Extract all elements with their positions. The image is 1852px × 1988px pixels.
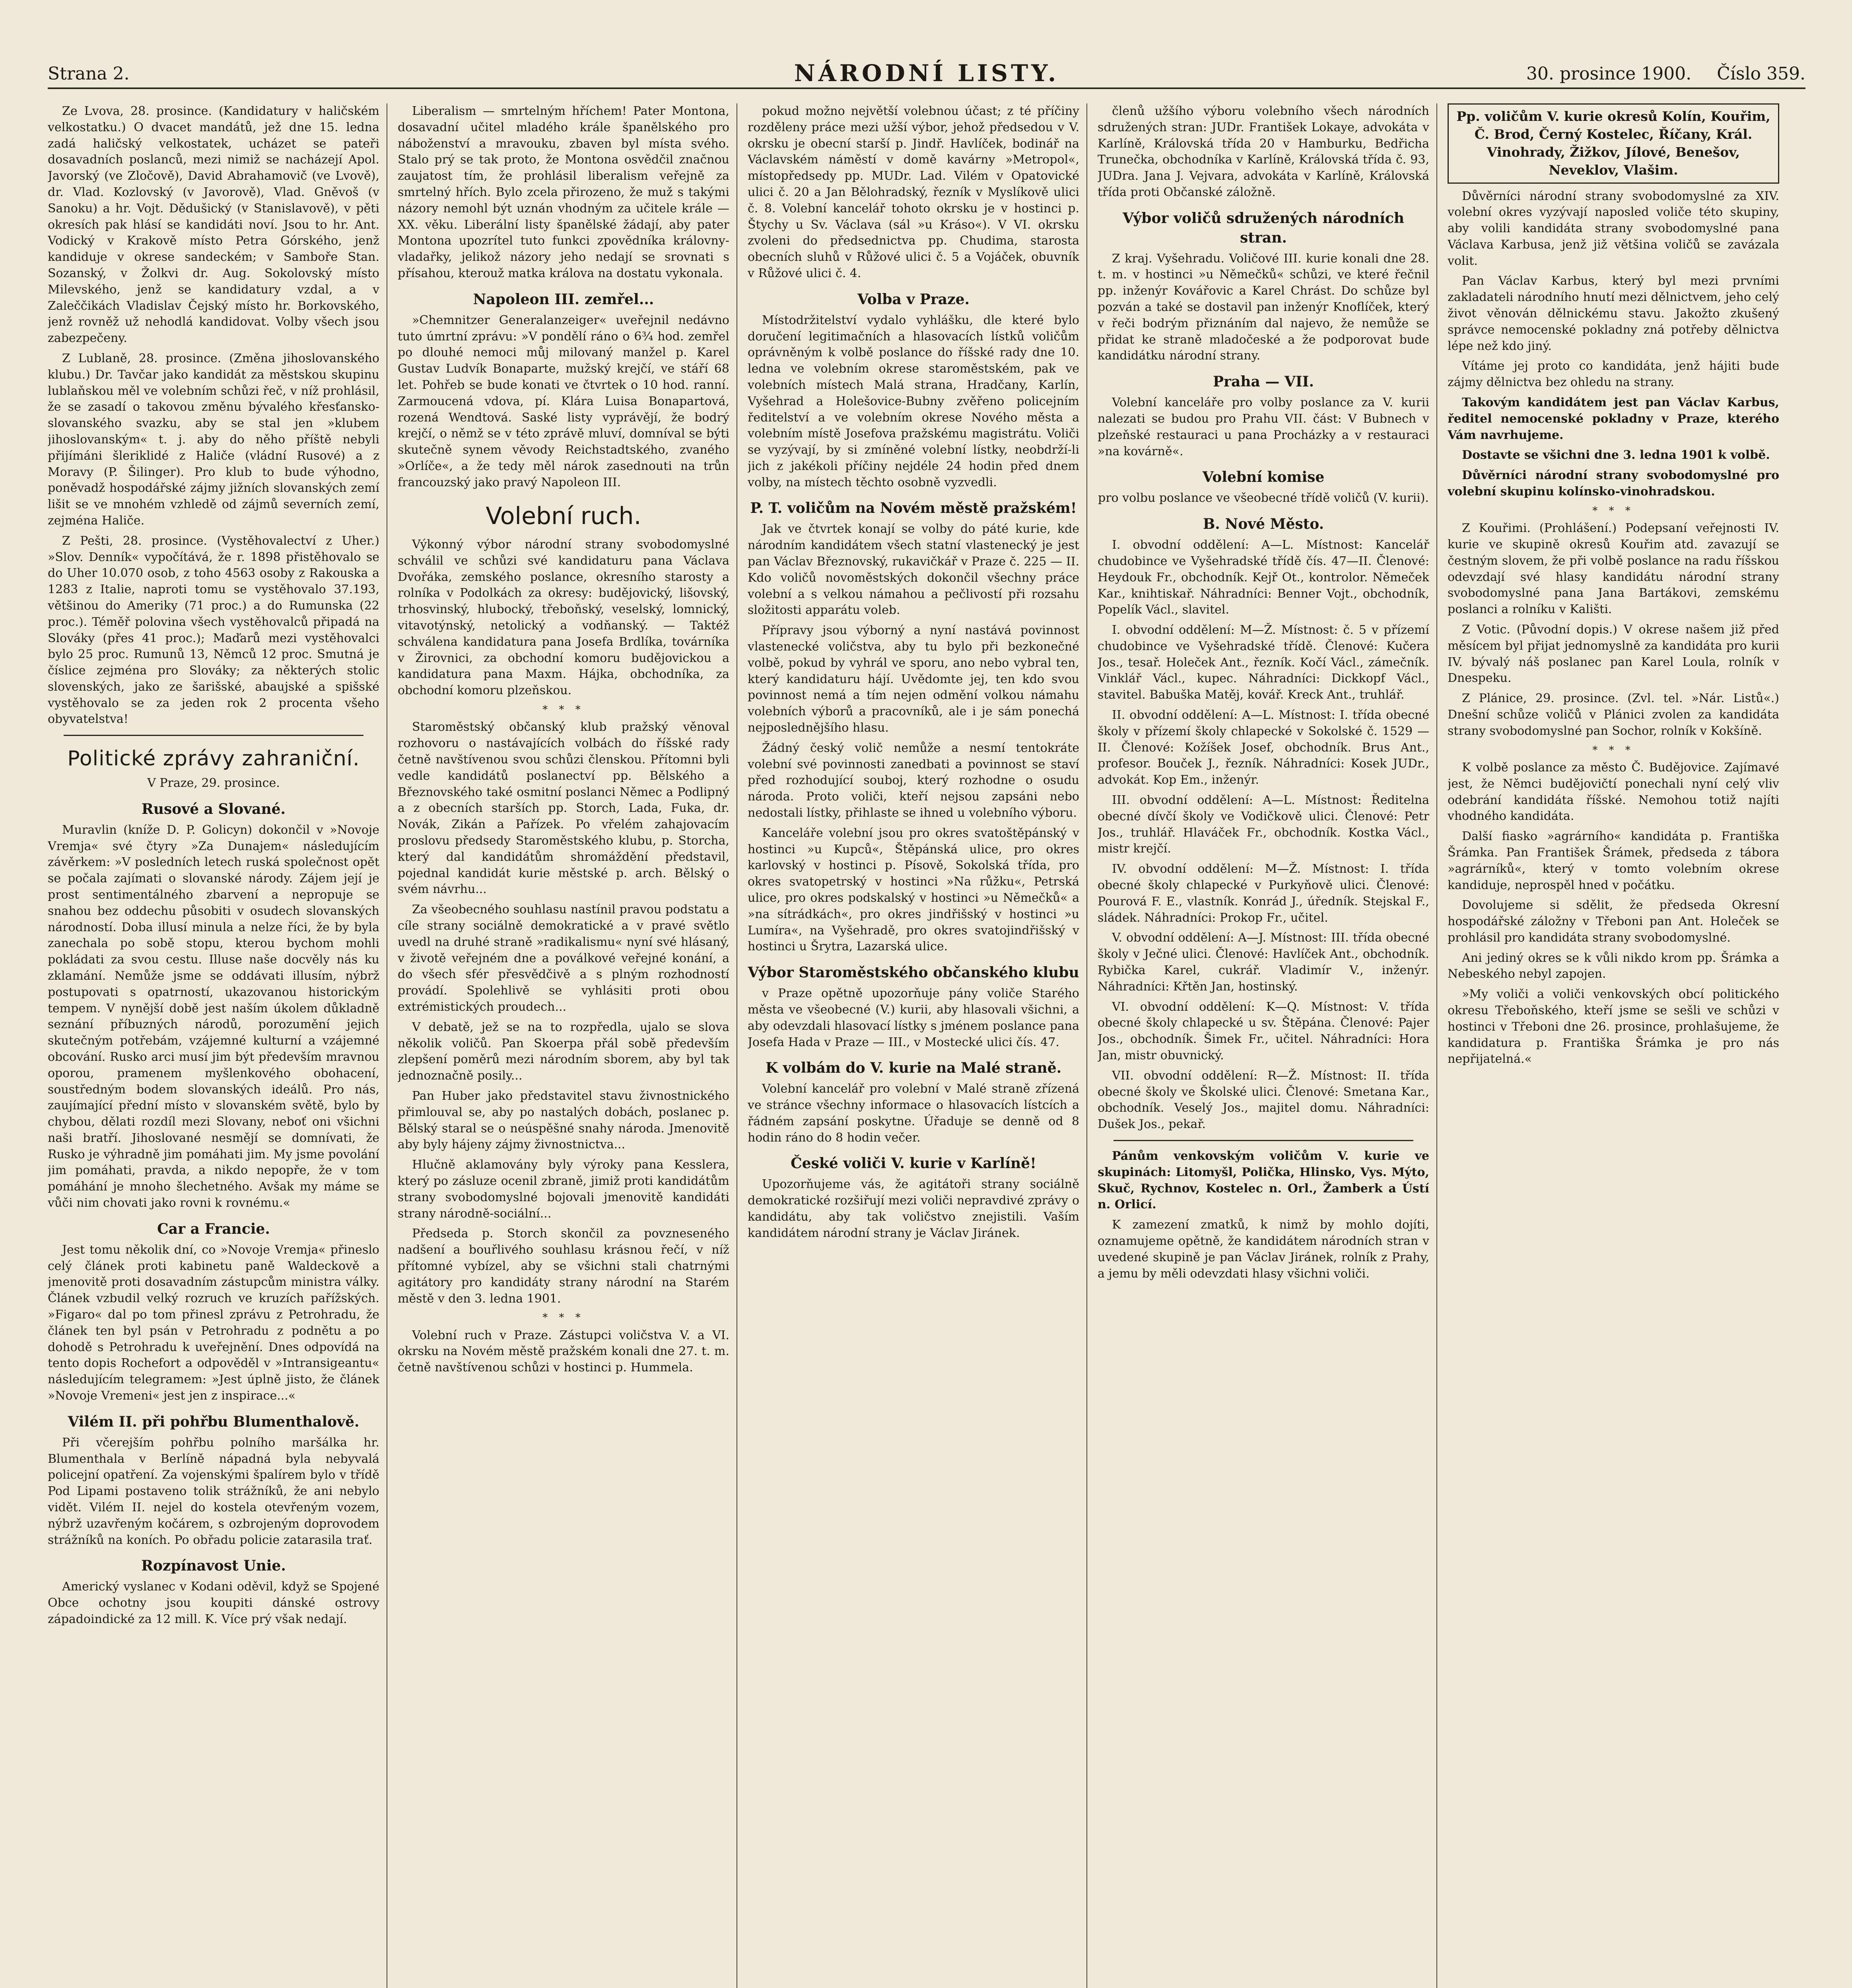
article-heading: Rozpínavost Unie. xyxy=(141,1557,286,1574)
page-header xyxy=(48,60,1805,89)
separator-stars: * * * xyxy=(542,1312,585,1324)
article-paragraph: Kanceláře volební jsou pro okres svatoštěpánský v hostinci »u Kupců«, Štěpánská ulice, pro okres karlovský v hostinci p. Písově, Sokolská třída, pro okres svatopetrský v hostinci »Na růžku«, Petrská ulice, pro okres podskalský v hostinci »u Němečků« a »na sítrádkách«, pro okres jindřišský v hostinci »u Lumíra«, na Vyšehradě, pro okres svatojindřišský v hostinci u Šrytra, Lazarská ulice. xyxy=(748,826,1079,954)
article-heading: Praha — VII. xyxy=(1213,373,1314,390)
divider xyxy=(64,735,363,736)
list-item: I. obvodní oddělení: A—L. Místnost: Kancelář chudobince ve Vyšehradské třídě čís. 47—II. Členové: Heydouk Fr., obchodník. Kejř Ot., kontrolor. Němeček Kar., knihtiskař. Náhradníci: Benner Vojt., obchodník, Popelík Václ., slavitel. xyxy=(1098,538,1429,617)
article-paragraph: v Praze opětně upozorňuje pány voliče Starého města ve všeobecné (V.) kurii, aby hlasovali všichni, a aby odevzdali hlasovací lístky s jménem poslance pana Josefa Hada v Praze — III., v Mostecké ulici čís. 47. xyxy=(748,986,1079,1049)
article-paragraph: »My voliči a voliči venkovských obcí politického okresu Třeboňského, kteří jsme se sešli ve schůzi v hostinci v Třeboni dne 26. prosince, prohlašujeme, že kandidatura p. Františka Šrámka je pro nás nepřijatelná.« xyxy=(1448,987,1779,1066)
divider xyxy=(1114,1140,1413,1141)
article-paragraph: Další fiasko »agrárního« kandidáta p. Františka Šrámka. Pan František Šrámek, předseda z tábora »agrárníků«, který v tomto volebním okrese kandiduje, neprospěl hned v počátku. xyxy=(1448,829,1779,892)
article-paragraph: V debatě, jež se na to rozpředla, ujalo se slova několik voličů. Pan Skoerpa přál sobě především zlepšení poměrů mezi národním sborem, aby byl tak jednoznačně posily... xyxy=(398,1020,729,1083)
article-paragraph: Z Votic. (Původní dopis.) V okrese našem již před měsícem byl přijat jednomyslně za kandidáta pro kurii IV. bývalý náš poslanec pan Karel Loula, rolník v Dnespeku. xyxy=(1448,622,1779,685)
article-heading: Car a Francie. xyxy=(157,1220,270,1237)
article-paragraph: Přípravy jsou výborný a nyní nastává povinnost vlastenecké voličstva, aby tu bylo při bezkonečné volbě, pokud by vyhrál ve sporu, ano nebo vybral ten, který kandidaturu hájí. Uvědomte jej, ten kdo svou povinnost nemá a tím nejen odmění volkou námahu volebních výborů a pracovníků, ale i je sám ponechá nejposlednějšího hlasu. xyxy=(748,623,1079,735)
article-paragraph: Při včerejším pohřbu polního maršálka hr. Blumenthala v Berlíně nápadná byla nebyvalá policejní opatření. Za vojenskými špalírem bylo v třídě Pod Lipami postaveno tolik strážníků, že ani nebylo vidět. Vilém II. nejel do kostela otevřeným vozem, nýbrž uzavřeným kočárem, s ozbrojeným doprovodem strážníků na koních. Po obřadu policie zatarasila trať. xyxy=(48,1435,379,1547)
list-item: VI. obvodní oddělení: K—Q. Místnost: V. třída obecné školy chlapecké u sv. Štěpána. Členové: Pajer Jos., obchodník. Šimek Fr., učitel. Náhradníci: Hora Jan, mistr obuvnický. xyxy=(1098,1000,1429,1063)
article-paragraph: Z Plánice, 29. prosince. (Zvl. tel. »Nár. Listů«.) Dnešní schůze voličů v Plánici zvolen za kandidáta strany svobodomyslné pan Sochor, rolník v Kokšíně. xyxy=(1448,691,1779,738)
page-label: Strana 2. xyxy=(48,64,130,84)
article-paragraph: Z kraj. Vyšehradu. Voličové III. kurie konali dne 28. t. m. v hostinci »u Němečků« schůzi, ve které řečnil pp. inženýr Kovářovic a Karel Chrást. Do schůze byl pozván a také se dostavil pan inženýr Knoflíček, který v řeči bodrým přiznáním dal najevo, že nemůže se přidat ke straně mladočeské a že podporovat bude kandidátku národní strany. xyxy=(1098,251,1429,363)
article-paragraph: Americký vyslanec v Kodani oděvil, když se Spojené Obce ochotny jsou koupiti dánské ostrovy západoindické za 12 mill. K. Více prý však nedají. xyxy=(48,1580,379,1626)
list-item: IV. obvodní oddělení: M—Ž. Místnost: I. třída obecné školy chlapecké v Purkyňově ulici. Členové: Pourová F. E., vlastník. Konrád J., úředník. Stejskal F., sládek. Náhradníci: Prokop Fr., učitel. xyxy=(1098,862,1429,925)
article-paragraph: Z Lublaně, 28. prosince. (Změna jihoslovanského klubu.) Dr. Tavčar jako kandidát za městskou skupinu lublaňskou měl ve volebním schůzi řeč, v níž prohlásil, že se zasadí o takovou změnu bývalého křesťansko-slovanského svazku, aby se stal jen »klubem jihoslovanským« t. j. aby do něho příště nebyli přijímáni šleriklidé z Haliče (vládní Rusové) a z Moravy (P. Šilinger). Pro klub to bude výhodno, poněvadž hospodářské zájmy jižních slovanských zemí lišit se ve mnohém vzhledě od zájmů severních zemí, zejména Haliče. xyxy=(48,351,379,528)
article-paragraph: Jest tomu několik dní, co »Novoje Vremja« přineslo celý článek proti kabinetu paně Waldeckově a jmenovitě proti dosavadním zástupcům ministra války. Článek vzbudil velký rozruch ve kruzích pařížských. »Figaro« dal po tom přinesl zprávu z Petrohradu, že článek ten byl psán v Petrohradu z podnětu a po dohodě s Petrohradu k uveřejnění. Dnes odpovídá na tento dopis Rochefort a odpověděl v »Intransigeantu« následujícím telegramem: »Jest úplně jisto, že článek »Novoje Vremeni« jest jen z inspirace...« xyxy=(48,1242,379,1403)
article-heading: K volbám do V. kurie na Malé straně. xyxy=(765,1060,1062,1077)
article-paragraph: »Chemnitzer Generalanzeiger« uveřejnil nedávno tuto úmrtní zprávu: »V pondělí ráno o 6¾ hod. zemřel po dlouhé nemoci můj milovaný manžel p. Karel Gustav Ludvík Bonaparte, mužský krejčí, ve stáří 68 let. Pohřeb se bude konati ve čtvrtek o 10 hod. ranní. Zarmoucená vdova, pí. Klára Luisa Bonapartová, rozená Wendtová. Saské listy vyprávějí, že bodrý krejčí, o němž se v této zprávě mluví, domníval se býti skutečně synem věvody Reichstadtského, zvaného »Orlíče«, a že tedy měl nárok zasednouti na trůn francouzský jako pravý Napoleon III. xyxy=(398,313,729,489)
article-paragraph: Z Kouřimi. (Prohlášení.) Podepsaní veřejnosti IV. kurie ve skupině okresů Kouřim atd. zavazují se čestným slovem, že při volbě poslance na radu říšskou odevzdají své hlasy kandidátu národní strany svobodomyslné pana Jana Bartákovi, zemskému poslanci a rolníku v Kališti. xyxy=(1448,521,1779,617)
article-heading: České voliči V. kurie v Karlíně! xyxy=(791,1155,1036,1172)
date-issue xyxy=(1506,64,1805,84)
separator-stars: * * * xyxy=(1592,505,1634,517)
article-heading: Volba v Praze. xyxy=(857,291,970,308)
article-paragraph: Volební kancelář pro volební v Malé straně zřízená ve stránce všechny informace o hlasovacích lístcích a řádném zapsání poskytne. Úřaduje se denně od 8 hodin ráno do 8 hodin večer. xyxy=(748,1082,1079,1145)
article-paragraph: Staroměstský občanský klub pražský věnoval rozhovoru o nastávajících volbách do říšské rady četně navštívenou svou schůzi členskou. Přítomni byli vedle kandidátů poslanectví pp. Bělského a Březnovského také osmitní poslanci Němec a Podlipný a z obecních starších pp. Storch, Lada, Fuka, dr. Novák, Zikán a Pařízek. Po vřelém zahajovacím proslovu předsedy Staroměstského klubu, p. Storcha, který dal kandidátům shromáždění představil, pojednal kandidát kurie městské p. arch. Bělský o svém návrhu... xyxy=(398,720,729,897)
article-paragraph: K volbě poslance za město Č. Budějovice. Zajímavé jest, že Němci budějovičtí ponechali nyní celý vliv odebrání kandidáta říšské. Nemohou totiž najíti vhodného kandidáta. xyxy=(1448,760,1779,823)
article-paragraph: Předseda p. Storch skončil za povzneseného nadšení a bouřlivého souhlasu krásnou řečí, v níž přítomné vybízel, aby se všichni stali chatrnými agitátory pro kandidáty strany národní na Starém městě v den 3. ledna 1901. xyxy=(398,1227,729,1306)
article-paragraph: Liberalism — smrtelným hříchem! Pater Montona, dosavadní učitel mladého krále španělského pro náboženství a mravouku, zbaven byl místa svého. Stalo prý se tak proto, že Montona osvědčil značnou zaujatost tím, že prohlásil liberalism veřejně za smrtelný hřích. Bylo zcela přirozeno, že muž s takými názory nemohl být uznán vhodným za učitele krále — XX. věku. Liberální listy španělské žádají, aby pater Montona upozrítel tuto funkci zpovědníka královny-vladařky, jelikož názory jeho nedají se srovnati s přísahou, kterouž matka králova na dostatu vykonala. xyxy=(398,104,729,280)
article-paragraph: Volební kanceláře pro volby poslance za V. kurii nalezati se budou pro Prahu VII. část: V Bubnech v plzeňské restauraci u pana Procházky a v restauraci »na kovárně«. xyxy=(1098,396,1429,458)
article-paragraph: Ani jediný okres se k vůli nikdo krom pp. Šrámka a Nebeského nebyl zapojen. xyxy=(1448,951,1779,981)
article-paragraph: Pánům venkovským voličům V. kurie ve skupinách: Litomyšl, Polička, Hlinsko, Vys. Mýto, Skuč, Rychnov, Kostelec n. Orl., Žamberk a Ústí n. Orlicí. xyxy=(1098,1149,1429,1212)
article-paragraph: Hlučně aklamovány byly výroky pana Kesslera, který po zásluze ocenil zbraně, jimiž proti kandidátům strany svobodomyslné bojovali jmenovitě kandidáti strany národně-sociální... xyxy=(398,1158,729,1221)
article-paragraph: Takovým kandidátem jest pan Václav Karbus, ředitel nemocenské pokladny v Praze, kterého Vám navrhujeme. xyxy=(1448,396,1779,442)
article-heading: Výbor voličů sdružených národních stran. xyxy=(1122,210,1405,246)
article-subheading: pro volbu poslance ve všeobecné třídě voličů (V. kurii). xyxy=(1098,491,1429,505)
article-heading: Vilém II. při pohřbu Blumenthalově. xyxy=(68,1413,360,1430)
article-heading: Volební komise xyxy=(1202,469,1325,486)
list-item: V. obvodní oddělení: A—J. Místnost: III. třída obecné školy v Ječné ulici. Členové: Havlíček Ant., obchodník. Rybička Karel, cukrář. Vladimír V., inženýr. Náhradníci: Křtěn Jan, hostinský. xyxy=(1098,931,1429,994)
list-item: III. obvodní oddělení: A—L. Místnost: Ředitelna obecné dívčí školy ve Vodičkově ulici. Členové: Petr Jos., truhlář. Hlaváček Fr., obchodník. Kostka Václ., mistr krejčí. xyxy=(1098,793,1429,856)
article-paragraph: Dostavte se všichni dne 3. ledna 1901 k volbě. xyxy=(1462,448,1770,462)
column-5 xyxy=(1448,103,1779,1988)
article-signature: Důvěrníci národní strany svobodomyslné pro volební skupinu kolínsko-vinohradskou. xyxy=(1448,468,1779,499)
column-4 xyxy=(1098,103,1429,1988)
column-rule xyxy=(1436,103,1437,1988)
article-paragraph: Z Pešti, 28. prosince. (Vystěhovalectví z Uher.) »Slov. Denník« vypočítává, že r. 1898 přistěhovalo se do Uher 10.070 osob, z toho 4563 osoby z Rakouska a 1283 z Italie, naproti tomu se vystěhovalo 37.193, většinou do Ameriky (71 proc.) a do Rumunska (22 proc.). Téměř polovina všech vystěhovalců připadá na Slováky (přes 41 proc.); Maďarů mezi vystěhovalci bylo 25 proc. Rumunů 13, Němců 12 proc. Smutná je číslice zejména pro Slováky; za některých stolic slovenských, jako ze šarišské, abaujské a spišské vystěhovalo se za jeden rok 2 procenta všeho obyvatelstva! xyxy=(48,534,379,726)
article-paragraph: Pan Václav Karbus, který byl mezi prvními zakladateli národního hnutí mezi dělnictvem, jeho celý život věnován dělnickému stavu. Jakožto zkušený správce nemocenské pokladny zná potřeby dělnictva lépe než kdo jiný. xyxy=(1448,274,1779,353)
column-2 xyxy=(398,103,729,1988)
article-paragraph: Pan Huber jako představitel stavu živnostnického přimlouval se, aby po nastalých dobách, poslanec p. Bělský staral se o neúspěšné snahy národa. Jmenovitě aby byly hájeny zájmy živnostnictva... xyxy=(398,1089,729,1152)
list-item: VII. obvodní oddělení: R—Ž. Místnost: II. třída obecné školy ve Školské ulici. Členové: Smetana Kar., obchodník. Veselý Jos., majitel domu. Náhradníci: Dušek Jos., pekař. xyxy=(1098,1068,1429,1132)
separator-stars: * * * xyxy=(1592,744,1634,756)
newspaper-title: NÁRODNÍ LISTY. xyxy=(794,60,1059,87)
article-paragraph: K zamezení zmatků, k nimž by mohlo dojíti, oznamujeme opětně, že kandidátem národních stran v uvedené skupině je pan Václav Jiránek, rolník z Prahy, a jemu by měli odevzdati hlasy všichni voliči. xyxy=(1098,1218,1429,1281)
section-dateline: V Praze, 29. prosince. xyxy=(147,776,280,790)
article-paragraph: Důvěrníci národní strany svobodomyslné za XIV. volební okres vyzývají naposled voliče této skupiny, aby volili kandidáta strany svobodomyslné pana Václava Karbusa, jenž již většina voličů se zavázala volit. xyxy=(1448,189,1779,268)
article-paragraph: členů užšího výboru volebního všech národních sdružených stran: JUDr. František Lokaye, advokáta v Karlíně, Královská třída 20 v Hamburku, Bedřicha Trunečka, obchodníka v Karlíně, Královská třída č. 93, JUDra. Jana J. Vejvara, advokáta v Karlíně, Královská třída proti Občanské záložně. xyxy=(1098,104,1429,199)
article-paragraph: Za všeobecného souhlasu nastínil pravou podstatu a cíle strany sociálně demokratické a v pravé světlo uvedl na druhé straně »radikalismu« nyní své hlásaný, v životě veřejném dne a poválkové veřejné konání, a do všech sfér přesvědčivě a s plným rozhodností provádí. Spolehlivě se vyhlásiti proti obou extrémistických proudech... xyxy=(398,903,729,1014)
column-1 xyxy=(48,103,379,1988)
article-paragraph: Žádný český volič nemůže a nesmí tentokráte volební své povinnosti zanedbati a povinnost se staví před rozhodující souboj, který rozhodne o osudu národa. Proto voliči, kteří nejsou zapsáni nebo nedostali lístky, přihlaste se ihned u volebního výboru. xyxy=(748,741,1079,820)
article-paragraph: pokud možno největší volebnou účast; z té příčiny rozděleny práce mezi užší výbor, jehož předsedou v V. okrsku je obecní starší p. Jindř. Havlíček, bodinář na Václavském náměstí v domě kavárny »Metropol«, místopředsedy pp. MUDr. Lad. Vilém v Opatovické ulici č. 20 a Jan Bělohradský, řezník v Myslíkově ulici č. 8. Volební kancelář tohoto okrsku je v hostinci p. Štychy u Sv. Václava (sál »u Kráso«). V VI. okrsku zvoleni do předsednictva pp. Chudima, starosta obecních sluhů v Růžové ulici č. 5 a Vojáček, obuvník v Růžové ulici č. 4. xyxy=(748,104,1079,280)
article-heading: Napoleon III. zemřel... xyxy=(473,291,654,308)
column-3 xyxy=(748,103,1079,1988)
issue-number: Číslo 359. xyxy=(1717,64,1805,84)
article-paragraph: Vítáme jej proto co kandidáta, jenž hájiti bude zájmy dělnictva bez ohledu na strany. xyxy=(1448,359,1779,390)
article-heading: P. T. voličům na Novém městě pražském! xyxy=(750,500,1077,517)
article-paragraph: Místodržitelství vydalo vyhlášku, dle které bylo doručení legitimačních a hlasovacích lístků voličům oprávněným k volbě poslance do říšské rady dne 10. ledna ve volebním okrese staroměstském, pak ve volebních místech Malá strana, Hradčany, Karlín, Vyšehrad a Holešovice-Bubny zvěřeno policejním ředitelství a ve volebním okrese Nového města a volebním místě Josefova pražskému magistrátu. Voliči se vyzývají, by si zmíněné volební lístky, neobdrží-li jich z jakékoli příčiny nejdéle 24 hodin před dnem volby, na místech těchto osobně vyzvedli. xyxy=(748,313,1079,489)
section-title: Politické zprávy zahraniční. xyxy=(67,747,360,771)
article-heading: B. Nové Město. xyxy=(1203,516,1324,533)
list-item: I. obvodní oddělení: M—Ž. Místnost: č. 5 v přízemí chudobince ve Vyšehradské třídě. Členové: Kučera Jos., tesař. Holeček Ant., řezník. Kočí Václ., zámečník. Vinklář Václ., kupec. Náhradníci: Dickkopf Václ., stavitel. Babuška Matěj, kovář. Kreck Ant., truhlář. xyxy=(1098,623,1429,702)
article-paragraph: Výkonný výbor národní strany svobodomyslné schválil ve schůzi své kandidaturu pana Václava Dvořáka, zemského poslance, okresního starosty a rolníka v Podolkách za okresy: budějovický, lišovský, trhosvinský, hlubocký, třeboňský, veselský, lomnický, vitavotýnský, netolický a vodňanský. — Taktéž schválena kandidatura pana Josefa Brdlíka, továrníka v Žirovnici, za obchodní komoru budějovickou a kandidatura pana Maxm. Hájka, obchodníka, za obchodní komoru plzeňskou. xyxy=(398,538,729,698)
separator-stars: * * * xyxy=(542,704,585,716)
article-paragraph: Volební ruch v Praze. Zástupci voličstva V. a VI. okrsku na Novém městě pražském konali dne 27. t. m. četně navštívenou schůzi v hostinci p. Hummela. xyxy=(398,1328,729,1375)
article-paragraph: Jak ve čtvrtek konají se volby do páté kurie, kde národním kandidátem všech statní vlastenecký je jest pan Václav Březnovský, rukavičkář v Praze č. 225 — II. Kdo voličů novoměstských dokončil všechny práce volební a s velkou námahou a pečlivostí při rozsahu složitosti apparátu voleb. xyxy=(748,522,1079,617)
column-rule xyxy=(1086,103,1087,1988)
boxed-heading: Pp. voličům V. kurie okresů Kolín, Kouřim, Č. Brod, Černý Kostelec, Říčany, Král. Vinohrady, Žižkov, Jílové, Benešov, Neveklov, Vlašim. xyxy=(1448,103,1779,184)
list-item: II. obvodní oddělení: A—L. Místnost: I. třída obecné školy v přízemí školy chlapecké v Sokolské č. 1529 — II. Členové: Kožíšek Josef, obchodník. Brus Ant., profesor. Bouček J., řezník. Náhradníci: Kosek JUDr., advokát. Kop Em., inženýr. xyxy=(1098,708,1429,787)
article-paragraph: Dovolujeme si sdělit, že předseda Okresní hospodářské záložny v Třeboni pan Ant. Holeček se prohlásil pro kandidáta strany svobodomyslné. xyxy=(1448,898,1779,945)
article-heading: Výbor Staroměstského občanského klubu xyxy=(748,964,1079,981)
article-paragraph: Upozorňujeme vás, že agitátoři strany sociálně demokratické rozšiřují mezi voliči nepravdivé zprávy o kandidátu, aby tak voličstvo znejistili. Vaším kandidátem národní strany je Václav Jiránek. xyxy=(748,1177,1079,1240)
article-paragraph: Muravlin (kníže D. P. Golicyn) dokončil v »Novoje Vremja« své čtyry »Za Dunajem« následujícím závěrkem: »V posledních letech ruská společnost opět se počala zajímati o slovanské národy. Zájem její je prost sentimentálného zbarvení a nepropuje se snahou bez oddechu působiti v osudech slovanských národností. Doba illusí minula a nelze říci, že by byla zanechala po sobě stopu, kterou bychom mohli pokládati za svou cestu. Illuse naše docvěly nás ku zklamání. Nemůže jsme se oddávati illusím, nýbrž postupovati s opatrností, ukazovanou historickým tempem. V nynější době jest naším úkolem důkladně seznání příbuzných národů, porozumění jejich skutečným potřebám, vzájemné kulturní a vzájemné obcování. Rusko arci musí jim být především mravnou oporou, pramenem myšlenkového obohacení, soustředným bodem slovanských ideálů. Pro nás, zaujímající přední místo v slovanském světě, bylo by chybou, dělati rozdíl mezi Slovany, neboť oni všichni naši bratří. Jihoslované nesmějí se domnívati, že Rusko je výhradně jim pomáhati jim. My jsme povolání jim pomáhati, pravda, a nikdo nepopře, že v tom pomáhání je mnoho šlechetného. Avšak my máme se vůči nim chovati jako rovni k rovnému.« xyxy=(48,823,379,1210)
article-paragraph: Ze Lvova, 28. prosince. (Kandidatury v haličském velkostatku.) O dvacet mandátů, jež dne 15. ledna zadá haličský velkostatek, ucházet se pateři dosavadních poslanců, mezi nimiž se nacházejí Apol. Javorský (ve Zločově), David Abrahamovič (ve Lvově), dr. Vlad. Kozlovský (v Javorově), Vlad. Gněvoš (v Sanoku) a hr. Vojt. Dědušický (v Stanislavově), v pěti okresích pak hlásí se kandidáti noví. Jsou to hr. Ant. Vodický v Krakově místo Petra Górského, jenž kandiduje v okrese sandeckém; v Samboře Stan. Sozanský, v Žolkvi dr. Aug. Sokolovský místo Milevského, jenž se kandidatury vzdal, a v Zaleččikách Vladislav Čejský místo hr. Borkovského, jenž rovněž už nehodlá kandidovat. Volby všech jsou zabezpečeny. xyxy=(48,104,379,346)
section-title: Volební ruch. xyxy=(486,502,641,530)
issue-date: 30. prosince 1900. xyxy=(1526,64,1692,84)
article-heading: Rusové a Slované. xyxy=(141,800,286,817)
